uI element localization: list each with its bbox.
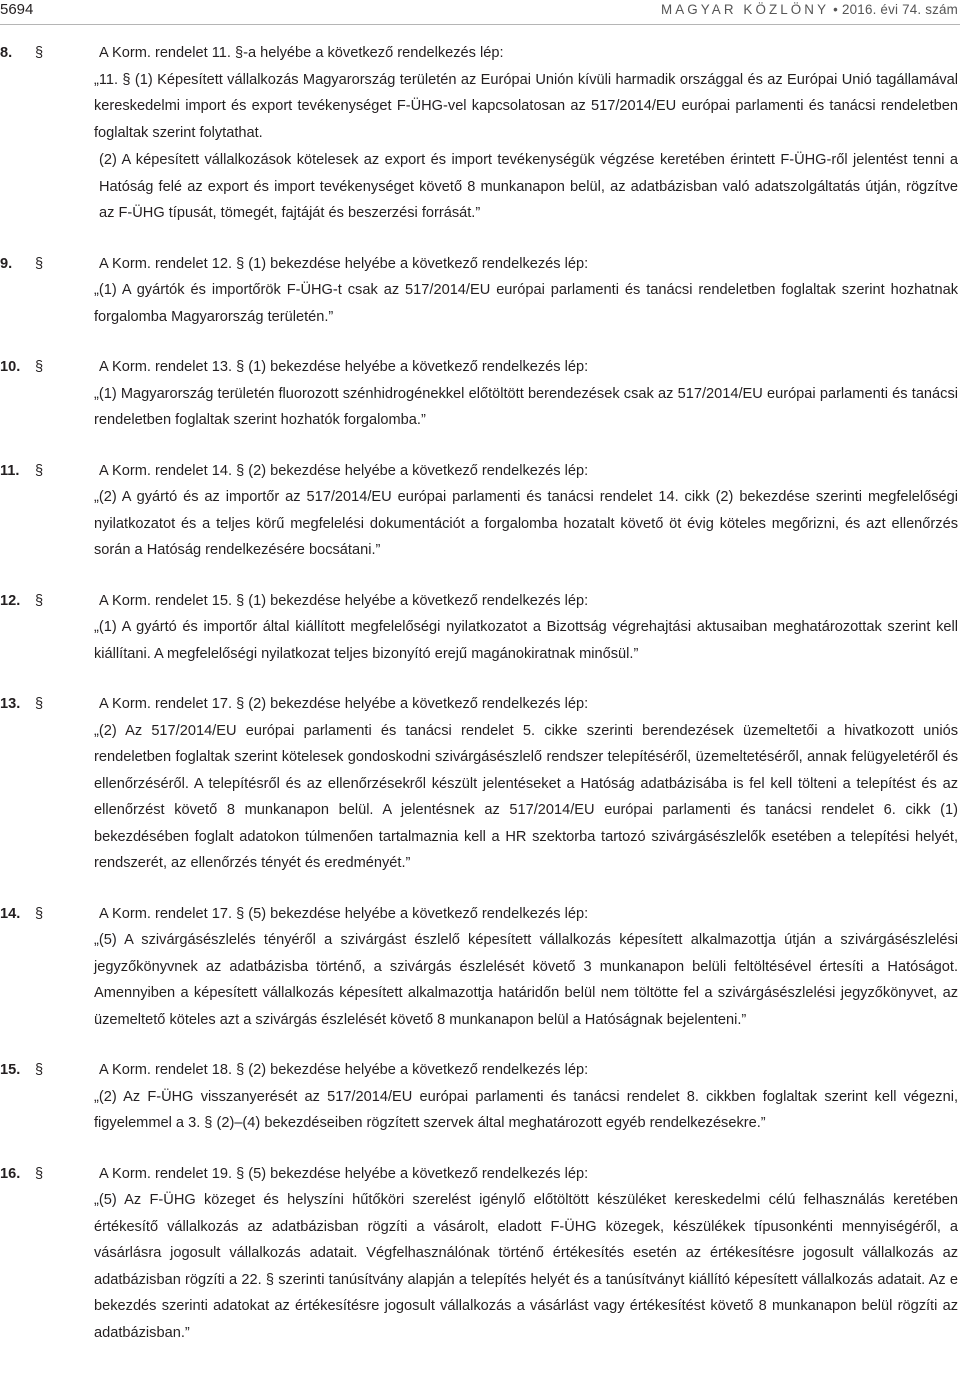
journal-title xyxy=(661,0,958,20)
section-paragraph: (2) A képesített vállalkozások kötelesek az export és import tevékenységük végzése keretében érintett F-ÜHG-ről jelentést tenni a Hatóság felé az export és import tevékenységet követő 8 munkanapon belül, az adatbázisban való adatszolgáltatás útján, rögzítve az F-ÜHG típusát, tömegét, fajtáját és beszerzési forrását.” xyxy=(99,152,958,221)
journal-issue: 2016. évi 74. szám xyxy=(842,2,958,17)
section-symbol: § xyxy=(35,592,44,609)
section-symbol: § xyxy=(35,255,44,272)
section-paragraph: „11. § (1) Képesített vállalkozás Magyarország területén az Európai Unión kívüli harmadik országgal és az Európai Unió tagállamával kereskedelmi import és export tevékenységet F-ÜHG-vel kapcsolatosan az 517/2014/EU európai parlamenti és tanácsi rendeletben foglaltak szerint folytathat. xyxy=(94,71,958,141)
section-number: 11. xyxy=(0,462,20,479)
section-intro: A Korm. rendelet 18. § (2) bekezdése helyébe a következő rendelkezés lép: xyxy=(99,1062,589,1078)
section-body xyxy=(94,901,958,1034)
section-body xyxy=(94,251,958,331)
section-10 xyxy=(0,354,958,434)
section-paragraph: „(5) A szivárgásészlelés tényéről a szivárgást észlelő képesített vállalkozás képesített alkalmazottja útján a szivárgásészlelési jegyzőkönyvnek az adatbázisba történő, a szivárgás észlelését követő 3 munkanapon belüli feltöltésével értesíti a Hatóságot. Amennyiben a képesített vállalkozás képesített alkalmazottja határidőn belül nem töltötte fel a szivárgásészlelési jegyzőkönyvet, az üzemeltető köteles azt a szivárgás észlelését követő 8 munkanapon belül a Hatóságnak bejelenteni.” xyxy=(94,932,958,1028)
section-symbol: § xyxy=(35,359,44,375)
section-paragraph: „(1) A gyártók és importőrök F-ÜHG-t csak az 517/2014/EU európai parlamenti és tanácsi rendeletben foglaltak szerint hozhatnak forgalomba Magyarország területén.” xyxy=(94,282,958,325)
section-symbol: § xyxy=(35,1062,44,1078)
section-body xyxy=(94,458,958,564)
section-paragraph: „(2) Az 517/2014/EU európai parlamenti és tanácsi rendelet 5. cikke szerinti berendezések üzemeltetői a hivatkozott uniós rendeletben foglaltak szerint kötelesek gondoskodni szivárgásészlelő rendszer telepítéséről, üzemeltetéséről, annak felügyeletéről és ellenőrzéséről. A telepítésről és az ellenőrzésekről készült jelentéseket a Hatóság adatbázisába is fel kell tölteni a telepítést és az ellenőrzést követő 8 munkanapon belül. A jelentésnek az 517/2014/EU európai parlamenti és tanácsi rendelet 6. cikk (1) bekezdésében foglalt adatokon túlmenően tartalmaznia kell a HR szektorba tartozó szivárgásészlelők esetében a telepítési helyét, rendszerét, az ellenőrzés tényét és eredményét.” xyxy=(94,722,958,871)
section-paragraph: „(2) Az F-ÜHG visszanyerését az 517/2014/EU európai parlamenti és tanácsi rendelet 8. cikkben foglaltak szerint kell végezni, figyelemmel a 3. § (2)–(4) bekezdéseiben rögzített szervek által meghatározott egyéb rendelkezésekre.” xyxy=(94,1088,958,1131)
section-intro: A Korm. rendelet 17. § (2) bekezdése helyébe a következő rendelkezés lép: xyxy=(99,696,589,712)
section-intro: A Korm. rendelet 19. § (5) bekezdése helyébe a következő rendelkezés lép: xyxy=(99,1165,589,1182)
section-intro: A Korm. rendelet 13. § (1) bekezdése helyébe a következő rendelkezés lép: xyxy=(99,359,589,375)
section-number: 15. xyxy=(0,1062,21,1078)
section-number: 9. xyxy=(0,255,13,272)
section-body xyxy=(94,354,958,434)
section-number: 8. xyxy=(0,45,13,61)
section-symbol: § xyxy=(35,1165,44,1182)
document-body xyxy=(0,40,958,1370)
section-number: 13. xyxy=(0,696,21,712)
page-header xyxy=(0,0,960,26)
section-paragraph: „(1) Magyarország területén fluorozott szénhidrogénekkel előtöltött berendezések csak az 517/2014/EU európai parlamenti és tanácsi rendeletben foglaltak szerint hozhatók forgalomba.” xyxy=(94,385,958,428)
section-symbol: § xyxy=(35,45,44,61)
section-14 xyxy=(0,901,958,1034)
section-paragraph: „(2) A gyártó és az importőr az 517/2014/EU európai parlamenti és tanácsi rendelet 14. cikk (2) bekezdése szerinti megfelelőségi nyilatkozatot és a teljes körű megfelelési dokumentációt a forgalomba hozatalt követő öt évig köteles megőrizni, és azt ellenőrzés során a Hatóság rendelkezésére bocsátani.” xyxy=(94,489,958,558)
journal-bullet: • xyxy=(833,2,838,17)
section-13 xyxy=(0,691,958,877)
section-intro: A Korm. rendelet 11. §-a helyébe a következő rendelkezés lép: xyxy=(99,45,504,61)
section-16 xyxy=(0,1161,958,1347)
section-12 xyxy=(0,588,958,668)
section-number: 10. xyxy=(0,359,21,375)
section-intro: A Korm. rendelet 12. § (1) bekezdése helyébe a következő rendelkezés lép: xyxy=(99,255,589,272)
section-body xyxy=(94,40,958,227)
section-body xyxy=(94,1057,958,1137)
section-intro: A Korm. rendelet 17. § (5) bekezdése helyébe a következő rendelkezés lép: xyxy=(99,905,589,922)
section-number: 14. xyxy=(0,905,21,922)
section-symbol: § xyxy=(35,462,44,479)
page-number: 5694 xyxy=(0,1,34,18)
header-rule xyxy=(0,24,960,25)
section-body xyxy=(94,691,958,877)
section-body xyxy=(94,588,958,668)
section-intro: A Korm. rendelet 14. § (2) bekezdése helyébe a következő rendelkezés lép: xyxy=(99,462,589,479)
section-paragraph: „(5) Az F-ÜHG közeget és helyszíni hűtőköri szerelést igénylő előtöltött készüléket kereskedelmi célú felhasználás keretében értékesítő vállalkozás az adatbázisban rögzíti a vásárolt, eladott F-ÜHG közegek, készülékek típusonkénti mennyiségéről, a vásárlásra jogosult vállalkozás adatait. Végfelhasználónak történő értékesítés esetén az értékesítésre jogosult vállalkozás az adatbázisban rögzíti a 22. § szerinti tanúsítvány alapján a telepítés helyét és a tanúsítványt kiállító képesített vállalkozás adatait. Az e bekezdés szerinti adatokat az értékesítésre jogosult vállalkozás a vásárlást vagy értékesítést követő 8 munkanapon belül rögzíti az adatbázisban.” xyxy=(94,1192,958,1341)
section-9 xyxy=(0,251,958,331)
section-body xyxy=(94,1161,958,1347)
section-number: 16. xyxy=(0,1165,21,1182)
section-number: 12. xyxy=(0,592,21,609)
section-intro: A Korm. rendelet 15. § (1) bekezdése helyébe a következő rendelkezés lép: xyxy=(99,592,589,609)
section-symbol: § xyxy=(35,696,44,712)
journal-name: MAGYAR KÖZLÖNY xyxy=(660,2,830,17)
section-paragraph: „(1) A gyártó és importőr által kiállított megfelelőségi nyilatkozatot a Bizottság végrehajtási aktusaiban meghatározottak szerint kell kiállítani. A megfelelőségi nyilatkozat teljes bizonyító erejű magánokiratnak minősül.” xyxy=(94,619,958,662)
section-15 xyxy=(0,1057,958,1137)
section-11 xyxy=(0,458,958,564)
section-symbol: § xyxy=(35,905,44,922)
section-8 xyxy=(0,40,958,227)
